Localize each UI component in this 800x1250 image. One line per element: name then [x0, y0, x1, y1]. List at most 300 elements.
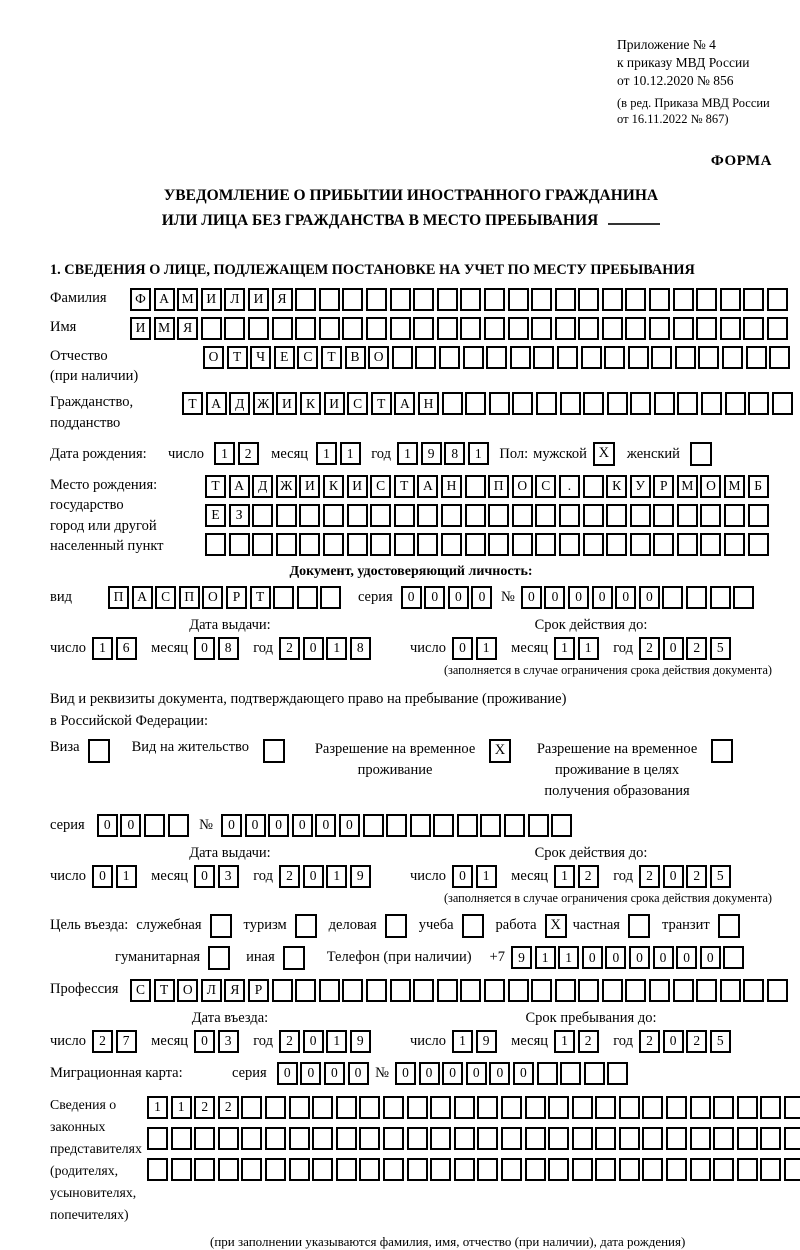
char-box[interactable]: [295, 317, 316, 340]
char-box[interactable]: [454, 1127, 475, 1150]
char-box[interactable]: [531, 317, 552, 340]
char-box[interactable]: [602, 288, 623, 311]
char-box[interactable]: 0: [442, 1062, 463, 1085]
char-box[interactable]: [390, 979, 411, 1002]
char-box[interactable]: [413, 979, 434, 1002]
char-box[interactable]: О: [368, 346, 389, 369]
char-box[interactable]: [555, 317, 576, 340]
char-box[interactable]: [276, 533, 297, 556]
char-box[interactable]: [484, 317, 505, 340]
char-box[interactable]: [508, 979, 529, 1002]
char-box[interactable]: [548, 1127, 569, 1150]
char-box[interactable]: С: [535, 475, 556, 498]
char-box[interactable]: Т: [371, 392, 392, 415]
char-box[interactable]: 2: [238, 442, 259, 465]
char-box[interactable]: О: [203, 346, 224, 369]
char-box[interactable]: 0: [676, 946, 697, 969]
char-box[interactable]: [463, 346, 484, 369]
char-box[interactable]: В: [345, 346, 366, 369]
char-box[interactable]: [725, 392, 746, 415]
char-box[interactable]: [488, 533, 509, 556]
char-box[interactable]: П: [488, 475, 509, 498]
char-box[interactable]: 5: [710, 1030, 731, 1053]
char-box[interactable]: 1: [316, 442, 337, 465]
char-box[interactable]: [525, 1158, 546, 1181]
char-box[interactable]: Т: [321, 346, 342, 369]
char-box[interactable]: М: [154, 317, 175, 340]
char-box[interactable]: 2: [279, 637, 300, 660]
char-box[interactable]: [460, 317, 481, 340]
char-box[interactable]: 0: [194, 1030, 215, 1053]
char-box[interactable]: С: [130, 979, 151, 1002]
char-box[interactable]: 0: [303, 637, 324, 660]
char-box[interactable]: [602, 979, 623, 1002]
char-box[interactable]: [276, 504, 297, 527]
char-box[interactable]: [512, 504, 533, 527]
char-box[interactable]: Б: [748, 475, 769, 498]
char-box[interactable]: [604, 346, 625, 369]
char-box[interactable]: 0: [521, 586, 542, 609]
char-box[interactable]: [383, 1158, 404, 1181]
purpose-business-checkbox[interactable]: [385, 914, 407, 938]
char-box[interactable]: [194, 1127, 215, 1150]
purpose-study-checkbox[interactable]: [462, 914, 484, 938]
char-box[interactable]: 0: [629, 946, 650, 969]
char-box[interactable]: А: [229, 475, 250, 498]
char-box[interactable]: [319, 979, 340, 1002]
char-box[interactable]: [342, 317, 363, 340]
char-box[interactable]: 0: [268, 814, 289, 837]
char-box[interactable]: 9: [350, 865, 371, 888]
char-box[interactable]: 0: [513, 1062, 534, 1085]
char-box[interactable]: [273, 586, 294, 609]
char-box[interactable]: Е: [274, 346, 295, 369]
char-box[interactable]: И: [347, 475, 368, 498]
char-box[interactable]: 0: [303, 1030, 324, 1053]
char-box[interactable]: [319, 288, 340, 311]
char-box[interactable]: [535, 533, 556, 556]
char-box[interactable]: П: [108, 586, 129, 609]
char-box[interactable]: [289, 1127, 310, 1150]
char-box[interactable]: 1: [476, 637, 497, 660]
char-box[interactable]: О: [512, 475, 533, 498]
char-box[interactable]: 5: [710, 865, 731, 888]
char-box[interactable]: [460, 288, 481, 311]
char-box[interactable]: А: [394, 392, 415, 415]
char-box[interactable]: 8: [350, 637, 371, 660]
char-box[interactable]: 6: [116, 637, 137, 660]
char-box[interactable]: Т: [182, 392, 203, 415]
char-box[interactable]: [252, 533, 273, 556]
char-box[interactable]: [336, 1096, 357, 1119]
char-box[interactable]: [460, 979, 481, 1002]
char-box[interactable]: 0: [592, 586, 613, 609]
char-box[interactable]: [359, 1127, 380, 1150]
char-box[interactable]: 0: [348, 1062, 369, 1085]
char-box[interactable]: 2: [578, 865, 599, 888]
char-box[interactable]: 0: [605, 946, 626, 969]
char-box[interactable]: [572, 1158, 593, 1181]
char-box[interactable]: 0: [639, 586, 660, 609]
char-box[interactable]: [595, 1158, 616, 1181]
char-box[interactable]: [654, 392, 675, 415]
char-box[interactable]: [510, 346, 531, 369]
char-box[interactable]: [272, 317, 293, 340]
char-box[interactable]: [630, 504, 651, 527]
char-box[interactable]: 0: [568, 586, 589, 609]
char-box[interactable]: [312, 1096, 333, 1119]
char-box[interactable]: М: [177, 288, 198, 311]
char-box[interactable]: Т: [250, 586, 271, 609]
char-box[interactable]: К: [300, 392, 321, 415]
char-box[interactable]: [536, 392, 557, 415]
char-box[interactable]: [295, 979, 316, 1002]
char-box[interactable]: [194, 1158, 215, 1181]
char-box[interactable]: [457, 814, 478, 837]
char-box[interactable]: [533, 346, 554, 369]
char-box[interactable]: [342, 288, 363, 311]
char-box[interactable]: А: [154, 288, 175, 311]
char-box[interactable]: И: [299, 475, 320, 498]
purpose-transit-checkbox[interactable]: [718, 914, 740, 938]
char-box[interactable]: [359, 1158, 380, 1181]
char-box[interactable]: 0: [300, 1062, 321, 1085]
char-box[interactable]: [737, 1158, 758, 1181]
char-box[interactable]: [525, 1127, 546, 1150]
char-box[interactable]: И: [201, 288, 222, 311]
char-box[interactable]: [319, 317, 340, 340]
char-box[interactable]: Ч: [250, 346, 271, 369]
char-box[interactable]: [205, 533, 226, 556]
char-box[interactable]: [147, 1127, 168, 1150]
char-box[interactable]: [602, 317, 623, 340]
char-box[interactable]: [760, 1158, 781, 1181]
char-box[interactable]: [525, 1096, 546, 1119]
char-box[interactable]: [690, 1158, 711, 1181]
char-box[interactable]: [555, 288, 576, 311]
char-box[interactable]: [477, 1158, 498, 1181]
char-box[interactable]: 1: [578, 637, 599, 660]
char-box[interactable]: А: [206, 392, 227, 415]
char-box[interactable]: [347, 504, 368, 527]
purpose-other-checkbox[interactable]: [283, 946, 305, 970]
char-box[interactable]: [489, 392, 510, 415]
char-box[interactable]: М: [724, 475, 745, 498]
char-box[interactable]: 0: [277, 1062, 298, 1085]
char-box[interactable]: [700, 504, 721, 527]
char-box[interactable]: [168, 814, 189, 837]
char-box[interactable]: 1: [452, 1030, 473, 1053]
char-box[interactable]: [504, 814, 525, 837]
char-box[interactable]: 3: [218, 1030, 239, 1053]
char-box[interactable]: И: [248, 288, 269, 311]
char-box[interactable]: З: [229, 504, 250, 527]
char-box[interactable]: [677, 504, 698, 527]
char-box[interactable]: [628, 346, 649, 369]
char-box[interactable]: Д: [229, 392, 250, 415]
char-box[interactable]: [677, 533, 698, 556]
sex-male-checkbox[interactable]: X: [593, 442, 615, 466]
char-box[interactable]: [501, 1158, 522, 1181]
char-box[interactable]: [625, 317, 646, 340]
char-box[interactable]: [171, 1127, 192, 1150]
char-box[interactable]: [323, 533, 344, 556]
char-box[interactable]: [625, 288, 646, 311]
char-box[interactable]: [413, 288, 434, 311]
char-box[interactable]: И: [276, 392, 297, 415]
char-box[interactable]: 0: [339, 814, 360, 837]
char-box[interactable]: [784, 1127, 800, 1150]
char-box[interactable]: [370, 504, 391, 527]
char-box[interactable]: [653, 533, 674, 556]
char-box[interactable]: [769, 346, 790, 369]
char-box[interactable]: [441, 504, 462, 527]
char-box[interactable]: [675, 346, 696, 369]
char-box[interactable]: 3: [218, 865, 239, 888]
char-box[interactable]: [272, 979, 293, 1002]
char-box[interactable]: [252, 504, 273, 527]
char-box[interactable]: [606, 504, 627, 527]
char-box[interactable]: [700, 533, 721, 556]
char-box[interactable]: 0: [615, 586, 636, 609]
char-box[interactable]: [607, 1062, 628, 1085]
char-box[interactable]: [701, 392, 722, 415]
char-box[interactable]: 0: [452, 865, 473, 888]
purpose-humanitarian-checkbox[interactable]: [208, 946, 230, 970]
char-box[interactable]: [410, 814, 431, 837]
char-box[interactable]: [578, 317, 599, 340]
char-box[interactable]: [289, 1158, 310, 1181]
char-box[interactable]: [583, 392, 604, 415]
char-box[interactable]: [690, 1127, 711, 1150]
char-box[interactable]: [147, 1158, 168, 1181]
char-box[interactable]: [649, 317, 670, 340]
char-box[interactable]: [767, 979, 788, 1002]
char-box[interactable]: [696, 288, 717, 311]
char-box[interactable]: [241, 1096, 262, 1119]
char-box[interactable]: 0: [419, 1062, 440, 1085]
char-box[interactable]: [584, 1062, 605, 1085]
char-box[interactable]: [578, 979, 599, 1002]
char-box[interactable]: [392, 346, 413, 369]
char-box[interactable]: [289, 1096, 310, 1119]
char-box[interactable]: 1: [171, 1096, 192, 1119]
char-box[interactable]: [465, 392, 486, 415]
char-box[interactable]: [686, 586, 707, 609]
char-box[interactable]: [366, 979, 387, 1002]
char-box[interactable]: С: [370, 475, 391, 498]
char-box[interactable]: [508, 317, 529, 340]
char-box[interactable]: 2: [639, 865, 660, 888]
char-box[interactable]: [297, 586, 318, 609]
char-box[interactable]: [171, 1158, 192, 1181]
char-box[interactable]: [394, 504, 415, 527]
char-box[interactable]: [366, 317, 387, 340]
char-box[interactable]: 1: [554, 865, 575, 888]
char-box[interactable]: [430, 1158, 451, 1181]
char-box[interactable]: 1: [535, 946, 556, 969]
char-box[interactable]: [320, 586, 341, 609]
char-box[interactable]: 0: [401, 586, 422, 609]
char-box[interactable]: О: [700, 475, 721, 498]
char-box[interactable]: [581, 346, 602, 369]
char-box[interactable]: [737, 1096, 758, 1119]
char-box[interactable]: 1: [340, 442, 361, 465]
char-box[interactable]: [548, 1158, 569, 1181]
char-box[interactable]: 9: [350, 1030, 371, 1053]
char-box[interactable]: Л: [224, 288, 245, 311]
char-box[interactable]: 0: [292, 814, 313, 837]
char-box[interactable]: [673, 317, 694, 340]
char-box[interactable]: О: [202, 586, 223, 609]
char-box[interactable]: 1: [468, 442, 489, 465]
char-box[interactable]: 2: [279, 865, 300, 888]
char-box[interactable]: 1: [147, 1096, 168, 1119]
char-box[interactable]: [649, 288, 670, 311]
char-box[interactable]: [572, 1127, 593, 1150]
char-box[interactable]: [531, 288, 552, 311]
char-box[interactable]: 0: [97, 814, 118, 837]
char-box[interactable]: [673, 288, 694, 311]
char-box[interactable]: 1: [116, 865, 137, 888]
char-box[interactable]: 5: [710, 637, 731, 660]
char-box[interactable]: [748, 392, 769, 415]
char-box[interactable]: 0: [653, 946, 674, 969]
char-box[interactable]: [642, 1127, 663, 1150]
char-box[interactable]: [342, 979, 363, 1002]
char-box[interactable]: 0: [544, 586, 565, 609]
char-box[interactable]: Е: [205, 504, 226, 527]
char-box[interactable]: Я: [272, 288, 293, 311]
char-box[interactable]: 9: [476, 1030, 497, 1053]
char-box[interactable]: [720, 317, 741, 340]
char-box[interactable]: [218, 1158, 239, 1181]
char-box[interactable]: [713, 1158, 734, 1181]
char-box[interactable]: [501, 1127, 522, 1150]
char-box[interactable]: [713, 1127, 734, 1150]
char-box[interactable]: [722, 346, 743, 369]
char-box[interactable]: [555, 979, 576, 1002]
char-box[interactable]: [607, 392, 628, 415]
char-box[interactable]: [430, 1127, 451, 1150]
char-box[interactable]: Н: [418, 392, 439, 415]
char-box[interactable]: П: [179, 586, 200, 609]
char-box[interactable]: [407, 1096, 428, 1119]
char-box[interactable]: 0: [582, 946, 603, 969]
char-box[interactable]: [390, 288, 411, 311]
char-box[interactable]: [662, 586, 683, 609]
purpose-tourism-checkbox[interactable]: [295, 914, 317, 938]
char-box[interactable]: Ж: [276, 475, 297, 498]
char-box[interactable]: [383, 1096, 404, 1119]
char-box[interactable]: К: [606, 475, 627, 498]
char-box[interactable]: [265, 1158, 286, 1181]
char-box[interactable]: 1: [397, 442, 418, 465]
char-box[interactable]: [528, 814, 549, 837]
char-box[interactable]: [366, 288, 387, 311]
char-box[interactable]: Я: [177, 317, 198, 340]
char-box[interactable]: [666, 1158, 687, 1181]
char-box[interactable]: [531, 979, 552, 1002]
char-box[interactable]: [666, 1127, 687, 1150]
char-box[interactable]: 1: [554, 637, 575, 660]
char-box[interactable]: [336, 1158, 357, 1181]
char-box[interactable]: [737, 1127, 758, 1150]
char-box[interactable]: [772, 392, 793, 415]
char-box[interactable]: 0: [194, 637, 215, 660]
char-box[interactable]: [748, 504, 769, 527]
char-box[interactable]: Я: [224, 979, 245, 1002]
char-box[interactable]: [642, 1096, 663, 1119]
sex-female-checkbox[interactable]: [690, 442, 712, 466]
char-box[interactable]: 1: [476, 865, 497, 888]
char-box[interactable]: [501, 1096, 522, 1119]
char-box[interactable]: [653, 504, 674, 527]
char-box[interactable]: 2: [92, 1030, 113, 1053]
purpose-work-checkbox[interactable]: X: [545, 914, 567, 938]
char-box[interactable]: [265, 1127, 286, 1150]
char-box[interactable]: [666, 1096, 687, 1119]
char-box[interactable]: С: [155, 586, 176, 609]
char-box[interactable]: 8: [218, 637, 239, 660]
char-box[interactable]: [407, 1158, 428, 1181]
char-box[interactable]: [630, 533, 651, 556]
char-box[interactable]: [442, 392, 463, 415]
char-box[interactable]: Р: [226, 586, 247, 609]
char-box[interactable]: [465, 504, 486, 527]
char-box[interactable]: 0: [489, 1062, 510, 1085]
char-box[interactable]: Т: [394, 475, 415, 498]
char-box[interactable]: [439, 346, 460, 369]
char-box[interactable]: Т: [154, 979, 175, 1002]
char-box[interactable]: [465, 533, 486, 556]
char-box[interactable]: [748, 533, 769, 556]
char-box[interactable]: [347, 533, 368, 556]
char-box[interactable]: [619, 1127, 640, 1150]
purpose-official-checkbox[interactable]: [210, 914, 232, 938]
visa-checkbox[interactable]: [88, 739, 110, 763]
char-box[interactable]: 0: [471, 586, 492, 609]
char-box[interactable]: [465, 475, 486, 498]
char-box[interactable]: [486, 346, 507, 369]
char-box[interactable]: [370, 533, 391, 556]
char-box[interactable]: [312, 1127, 333, 1150]
char-box[interactable]: [690, 1096, 711, 1119]
char-box[interactable]: 0: [324, 1062, 345, 1085]
char-box[interactable]: 0: [303, 865, 324, 888]
char-box[interactable]: 2: [639, 637, 660, 660]
temp-residence-checkbox[interactable]: X: [489, 739, 511, 763]
char-box[interactable]: 0: [424, 586, 445, 609]
char-box[interactable]: [336, 1127, 357, 1150]
char-box[interactable]: [560, 392, 581, 415]
char-box[interactable]: 0: [221, 814, 242, 837]
char-box[interactable]: [595, 1127, 616, 1150]
char-box[interactable]: [743, 317, 764, 340]
char-box[interactable]: [417, 533, 438, 556]
char-box[interactable]: [241, 1158, 262, 1181]
char-box[interactable]: 2: [686, 865, 707, 888]
char-box[interactable]: [359, 1096, 380, 1119]
char-box[interactable]: С: [347, 392, 368, 415]
char-box[interactable]: 2: [218, 1096, 239, 1119]
char-box[interactable]: [488, 504, 509, 527]
char-box[interactable]: [760, 1127, 781, 1150]
char-box[interactable]: 9: [511, 946, 532, 969]
char-box[interactable]: 1: [326, 1030, 347, 1053]
char-box[interactable]: [537, 1062, 558, 1085]
char-box[interactable]: 0: [315, 814, 336, 837]
